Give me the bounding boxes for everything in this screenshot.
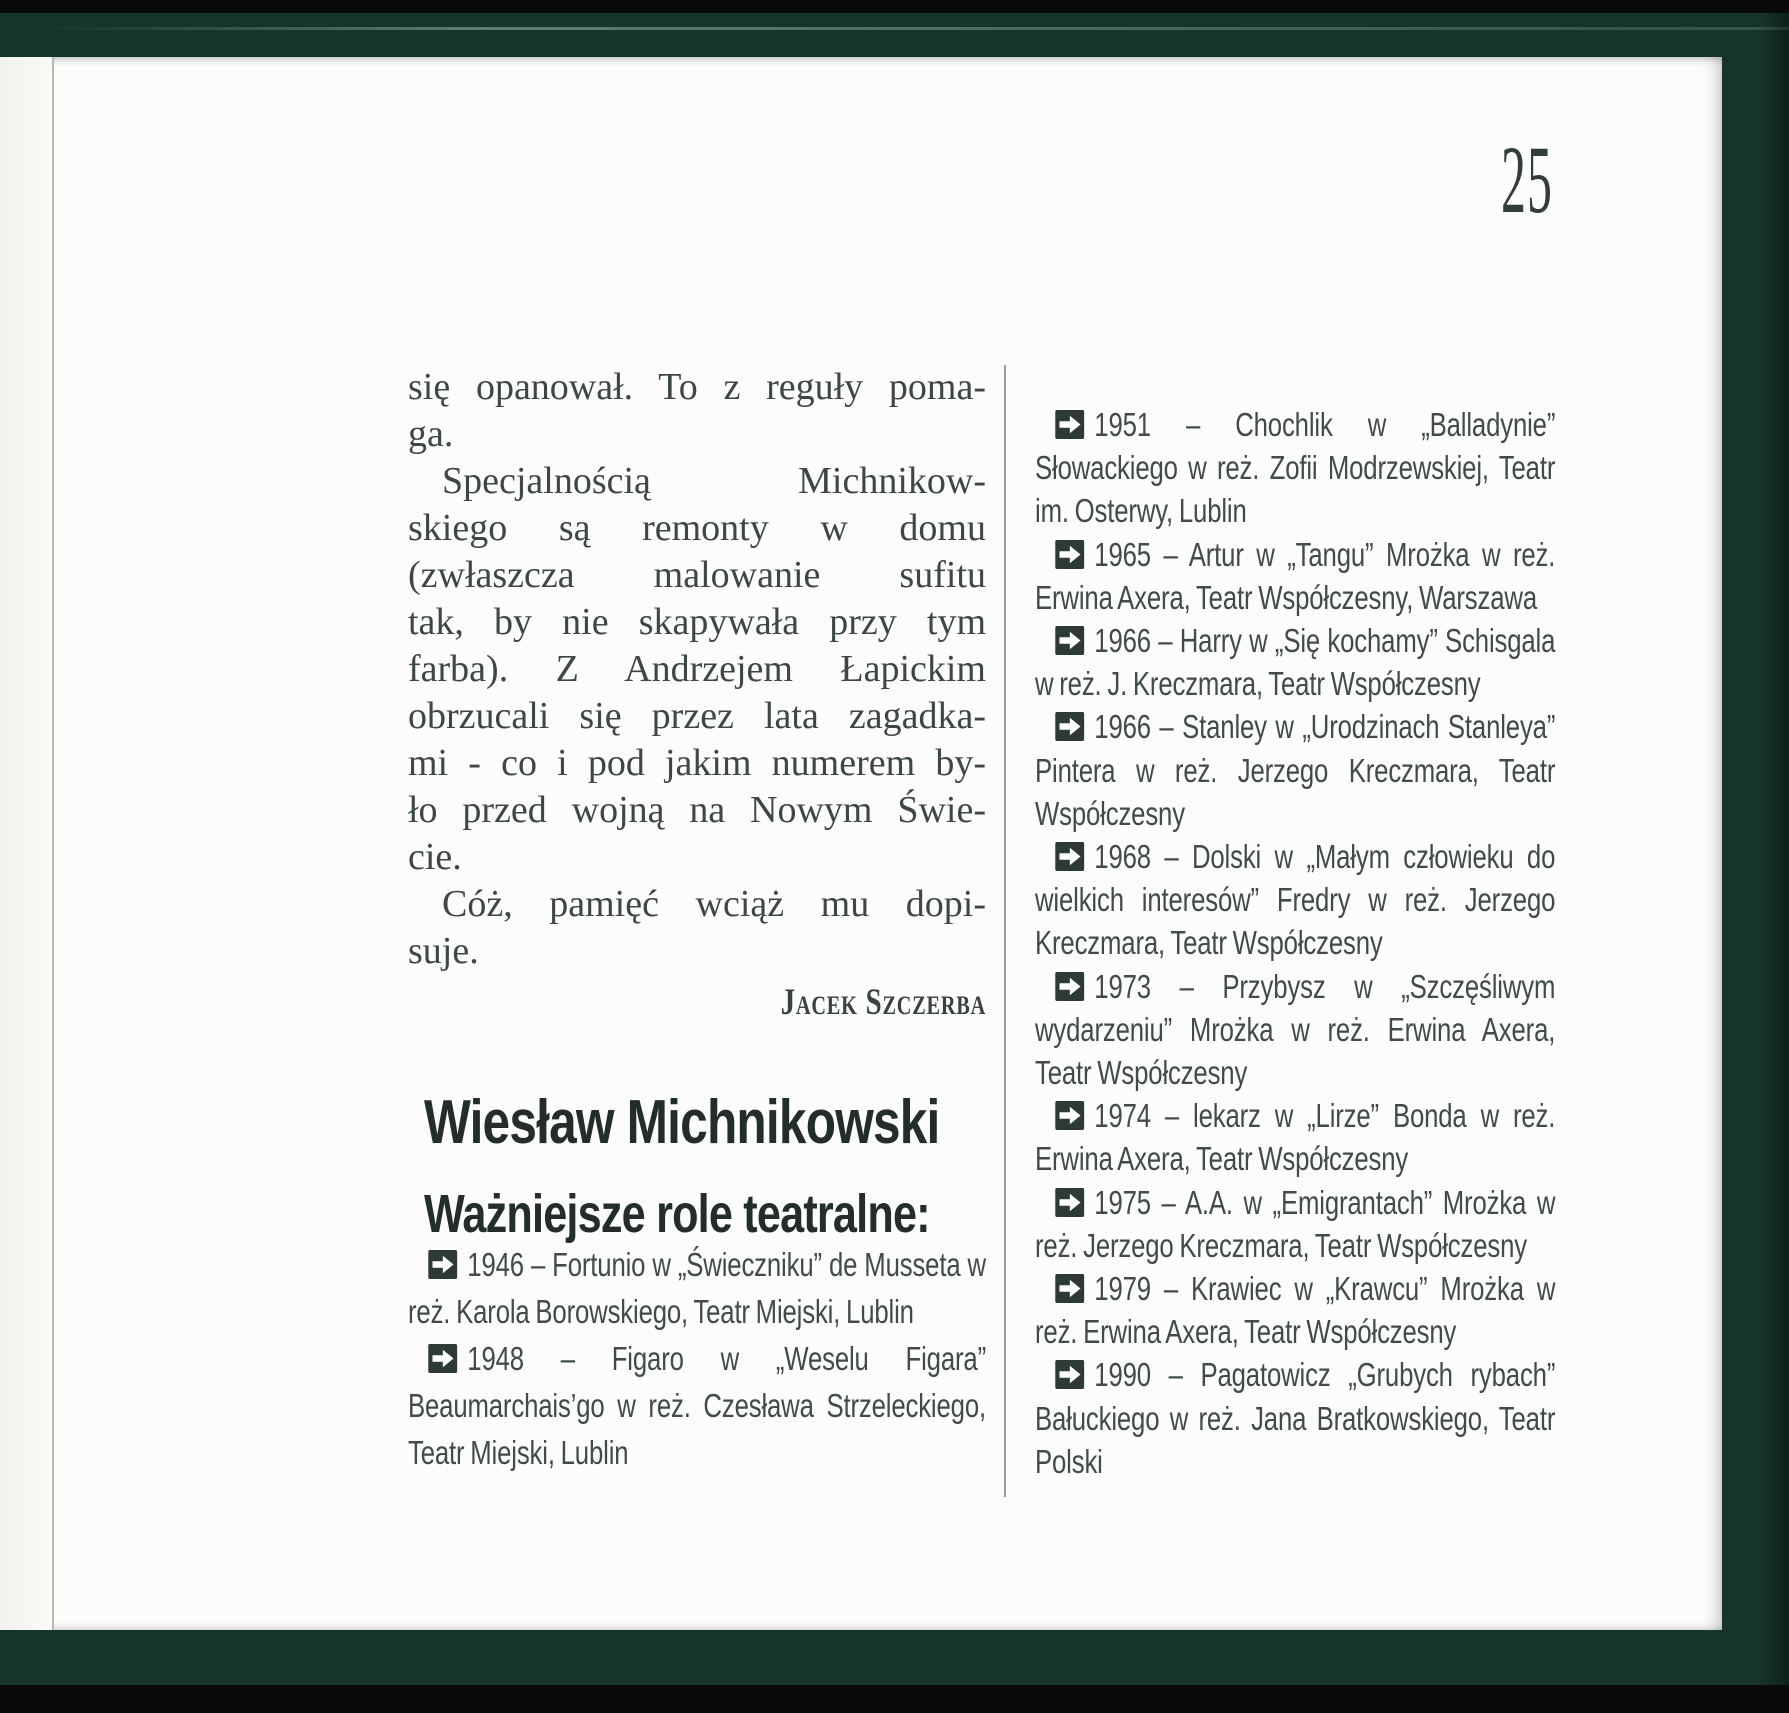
role-item [1035,965,1555,1095]
role-text: 1948 – Figaro w „Weselu Figara” Beaumarchais’go w reż. Czesława Strzeleckiego, Teatr Miejski, Lublin [408,1340,986,1471]
arrow-right-icon [1055,1101,1084,1130]
article-line: farba). Z Andrzejem Łapickim [408,648,986,690]
role-item [1035,1353,1555,1483]
arrow-right-icon [1055,540,1084,569]
role-text: 1966 – Harry w „Się kochamy” Schisgala w reż. J. Kreczmara, Teatr Współczesny [1035,622,1556,703]
role-item [408,1335,986,1476]
article-text [408,364,986,975]
page-edge-line [52,57,54,1630]
arrow-right-icon [1055,842,1084,871]
column-divider [1004,365,1006,1497]
book-page [0,57,1722,1630]
role-item [1035,403,1555,533]
arrow-right-icon [1055,626,1084,655]
role-text: 1974 – lekarz w „Lirze” Bonda w reż. Erwina Axera, Teatr Współczesny [1035,1097,1556,1178]
arrow-right-icon [1055,712,1084,741]
role-item [1035,835,1555,965]
profile-name-heading: Wiesław Michnikowski [424,1088,940,1157]
role-item [1035,619,1555,705]
article-line: skiego są remonty w domu [408,507,986,549]
role-item [408,1241,986,1335]
arrow-right-icon [1055,1360,1084,1389]
article-line: (zwłaszcza malowanie sufitu [408,554,986,596]
article-line: suje. [408,930,479,972]
role-text: 1965 – Artur w „Tangu” Mrożka w reż. Erwina Axera, Teatr Współczesny, Warszawa [1035,535,1556,616]
arrow-right-icon [428,1344,457,1373]
role-text: 1951 – Chochlik w „Balladynie” Słowackiego w reż. Zofii Modrzewskiej, Teatr im. Osterwy, Lublin [1035,406,1556,530]
article-line: ło przed wojną na Nowym Świe- [408,789,986,831]
page-number: 25 [1501,126,1553,233]
roles-list-right [1035,403,1555,1483]
article-line: mi - co i pod jakim numerem by- [408,742,986,784]
article-byline: Jacek Szczerba [780,982,986,1023]
role-item [1035,1094,1555,1180]
role-item [1035,705,1555,835]
article-line: się opanował. To z reguły poma- [408,366,986,408]
role-item [1035,1181,1555,1267]
role-text: 1990 – Pagatowicz „Grubych rybach” Bałuckiego w reż. Jana Bratkowskiego, Teatr Polski [1035,1356,1556,1480]
arrow-right-icon [428,1250,457,1279]
roles-section-heading: Ważniejsze role teatralne: [424,1184,930,1244]
arrow-right-icon [1055,410,1084,439]
article-line: obrzucali się przez lata zagadka- [408,695,986,737]
role-text: 1973 – Przybysz w „Szczęśliwym wydarzeniu” Mrożka w reż. Erwina Axera, Teatr Współczesny [1035,967,1556,1092]
role-text: 1979 – Krawiec w „Krawcu” Mrożka w reż. Erwina Axera, Teatr Współczesny [1035,1270,1556,1351]
arrow-right-icon [1055,1274,1084,1303]
role-text: 1968 – Dolski w „Małym człowieku do wielkich interesów” Fredry w reż. Jerzego Kreczmara, Teatr Współczesny [1035,838,1556,962]
article-line: tak, by nie skapywała przy tym [408,601,986,643]
arrow-right-icon [1055,972,1084,1001]
role-item [1035,1267,1555,1353]
role-text: 1946 – Fortunio w „Świeczniku” de Musseta w reż. Karola Borowskiego, Teatr Miejski, Lublin [408,1246,986,1330]
article-line: Cóż, pamięć wciąż mu dopi- [442,883,986,925]
role-item [1035,533,1555,619]
roles-list-left [408,1241,986,1476]
article-line: ga. [408,413,454,455]
arrow-right-icon [1055,1188,1084,1217]
role-text: 1966 – Stanley w „Urodzinach Stanleya” Pintera w reż. Jerzego Kreczmara, Teatr Współczesny [1035,708,1556,832]
article-line: Specjalnością Michnikow- [442,460,986,502]
role-text: 1975 – A.A. w „Emigrantach” Mrożka w reż. Jerzego Kreczmara, Teatr Współczesny [1035,1183,1556,1264]
article-line: cie. [408,836,462,878]
